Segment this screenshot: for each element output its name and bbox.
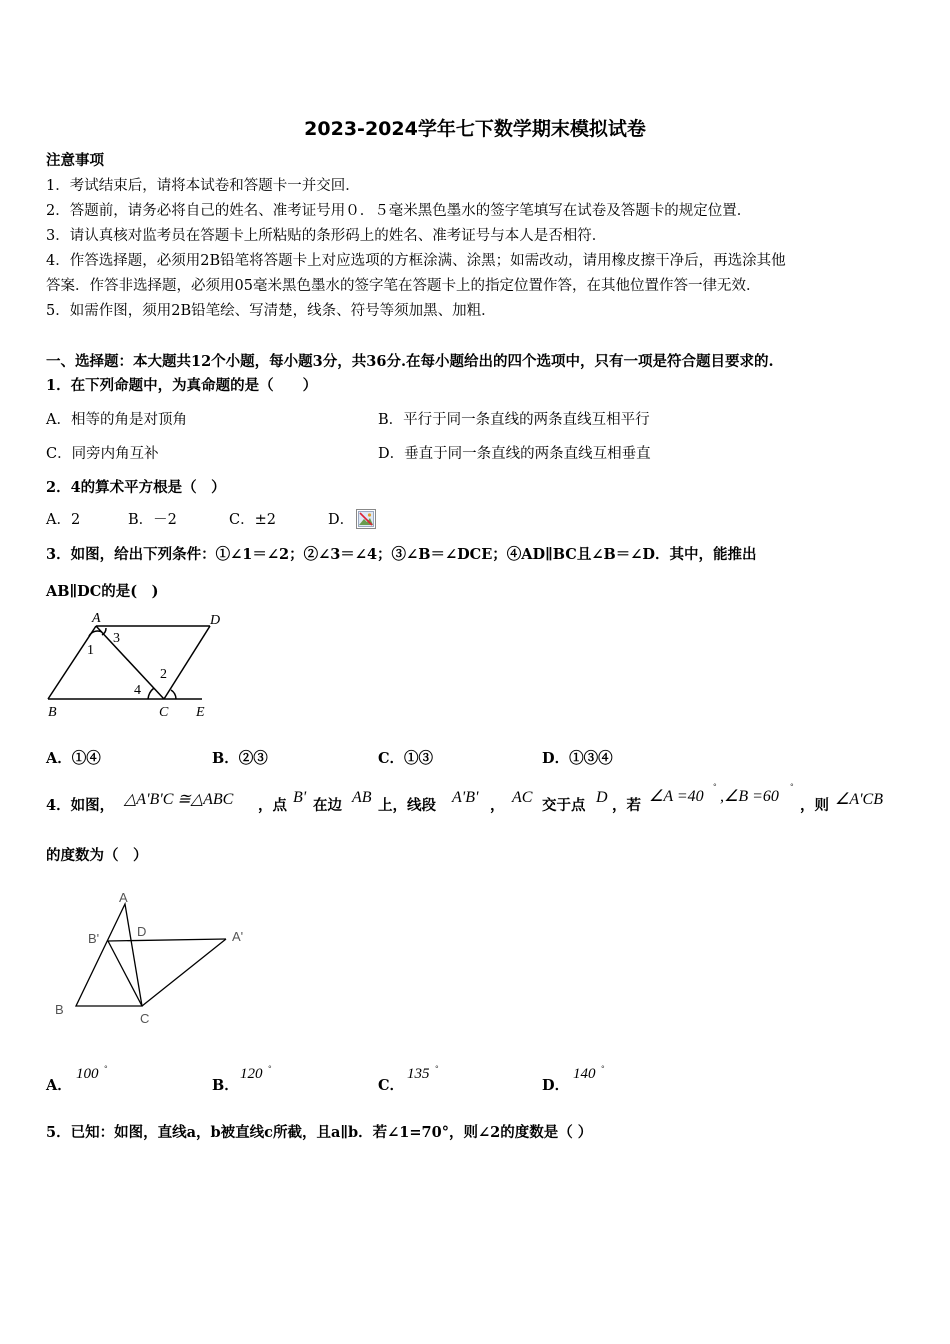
q4-option-c-value: 135	[407, 1066, 430, 1082]
question-4-lead: 4．如图，	[46, 797, 115, 814]
q3-option-a: A．①④	[46, 750, 101, 767]
q4-text: 上，线段	[378, 797, 436, 814]
q4-degree: °	[713, 782, 717, 791]
label-a: A	[119, 890, 128, 905]
q2-option-c: C．±2	[229, 512, 276, 528]
section-heading: 一、选择题：本大题共12个小题，每小题3分，共36分.在每小题给出的四个选项中，只有一项是符合题目要求的.	[46, 353, 774, 370]
question-3-stem: 3．如图，给出下列条件：①∠1＝∠2；②∠3＝∠4；③∠B＝∠DCE；④AD∥BC且∠B＝∠D．其中，能推出	[46, 546, 757, 563]
label-c: C	[140, 1011, 150, 1026]
label-d: D	[210, 613, 221, 628]
angle-arc-4	[148, 688, 154, 699]
q3-option-d: D．①③④	[542, 750, 613, 767]
q4-option-d: D．	[542, 1077, 570, 1094]
question-2-stem: 2．4的算术平方根是（ ）	[46, 479, 226, 496]
segment-aprime-c	[142, 939, 226, 1006]
q4-degree: °	[268, 1064, 272, 1073]
question-1-stem: 1．在下列命题中，为真命题的是（ ）	[46, 377, 318, 394]
q3-figure-parallelogram	[40, 608, 240, 723]
label-e: E	[196, 705, 205, 720]
q3-option-c: C．①③	[378, 750, 434, 767]
question-4-stem-cont: 的度数为（ ）	[46, 847, 148, 864]
q1-option-a: A．相等的角是对顶角	[46, 412, 187, 428]
question-5-stem: 5．已知：如图，直线a，b被直线c所截，且a∥b．若∠1=70°，则∠2的度数是（ ）	[46, 1124, 593, 1141]
q4-target-angle: ∠A'CB	[835, 791, 883, 808]
label-b: B	[48, 705, 57, 720]
q1-option-c: C．同旁内角互补	[46, 446, 159, 462]
notice-item: 3．请认真核对监考员在答题卡上所粘贴的条形码上的姓名、准考证号与本人是否相符．	[46, 228, 607, 244]
question-3-stem-cont: AB∥DC的是( )	[46, 583, 159, 600]
q4-degree: °	[104, 1064, 108, 1073]
q4-segment-ac: AC	[512, 789, 533, 806]
q4-congruence: △A'B'C ≅△ABC	[124, 791, 234, 808]
q4-option-a-value: 100	[76, 1066, 99, 1082]
label-d: D	[137, 924, 147, 939]
notice-item: 1．考试结束后，请将本试卷和答题卡一并交回．	[46, 178, 360, 194]
q4-point-bprime: B'	[293, 789, 307, 806]
notice-item: 5．如需作图，须用2B铅笔绘、写清楚，线条、符号等须加黑、加粗．	[46, 303, 496, 319]
label-b: B	[55, 1002, 64, 1017]
q2-option-a: A．2	[46, 512, 81, 528]
label-a: A	[92, 611, 101, 626]
label-angle-2: 2	[160, 667, 167, 682]
segment-ab	[48, 626, 96, 699]
page-title: 2023-2024学年七下数学期末模拟试卷	[304, 118, 646, 140]
notice-item: 4．作答选择题，必须用2B铅笔将答题卡上对应选项的方框涂满、涂黑；如需改动，请用橡皮擦干净后，再选涂其他	[46, 253, 786, 269]
q4-angle-a: ∠A =40	[649, 788, 704, 805]
angle-arc-1	[89, 631, 102, 636]
q4-figure-triangles	[46, 885, 256, 1030]
angle-arc-2	[171, 690, 176, 699]
q2-option-d: D．	[328, 512, 355, 528]
q1-option-d: D．垂直于同一条直线的两条直线互相垂直	[378, 446, 651, 462]
q1-option-b: B．平行于同一条直线的两条直线互相平行	[378, 412, 650, 428]
q4-text: ，点	[258, 797, 287, 814]
notice-item: 2．答题前，请务必将自己的姓名、准考证号用０．５毫米黑色墨水的签字笔填写在试卷及答题卡的规定位置．	[46, 203, 752, 219]
label-angle-4: 4	[134, 683, 141, 698]
label-angle-3: 3	[113, 631, 120, 646]
label-bprime: B'	[88, 931, 100, 946]
notice-item: 答案．作答非选择题，必须用05毫米黑色墨水的签字笔在答题卡上的指定位置作答，在其他位置作答一律无效．	[46, 278, 761, 294]
angle-arc-3	[102, 628, 106, 635]
q4-segment-apbp: A'B'	[452, 789, 479, 806]
q4-option-d-value: 140	[573, 1066, 596, 1082]
q4-text: 交于点	[542, 797, 586, 814]
q3-option-b: B．②③	[212, 750, 268, 767]
q4-text: 在边	[313, 797, 342, 814]
q4-option-a: A．	[46, 1077, 72, 1094]
label-aprime: A'	[232, 929, 244, 944]
q4-degree: °	[601, 1064, 605, 1073]
segment-dc	[164, 626, 210, 699]
segment-bprime-aprime	[108, 939, 226, 941]
q4-text: ，则	[800, 797, 829, 814]
label-angle-1: 1	[87, 643, 94, 658]
q4-point-d: D	[596, 789, 608, 806]
q4-option-b-value: 120	[240, 1066, 263, 1082]
q2-option-b: B．－2	[128, 512, 177, 528]
triangle-abc	[76, 904, 142, 1006]
q4-degree: °	[435, 1064, 439, 1073]
q4-text: ，	[490, 797, 505, 814]
q4-text: ，若	[612, 797, 641, 814]
label-c: C	[159, 705, 169, 720]
q4-side-ab: AB	[352, 789, 372, 806]
q4-option-b: B．	[212, 1077, 239, 1094]
q4-degree: °	[790, 782, 794, 791]
broken-image-icon	[356, 509, 376, 529]
q4-option-c: C．	[378, 1077, 405, 1094]
notice-heading: 注意事项	[46, 152, 104, 169]
q4-angle-b: ,∠B =60	[720, 788, 779, 805]
